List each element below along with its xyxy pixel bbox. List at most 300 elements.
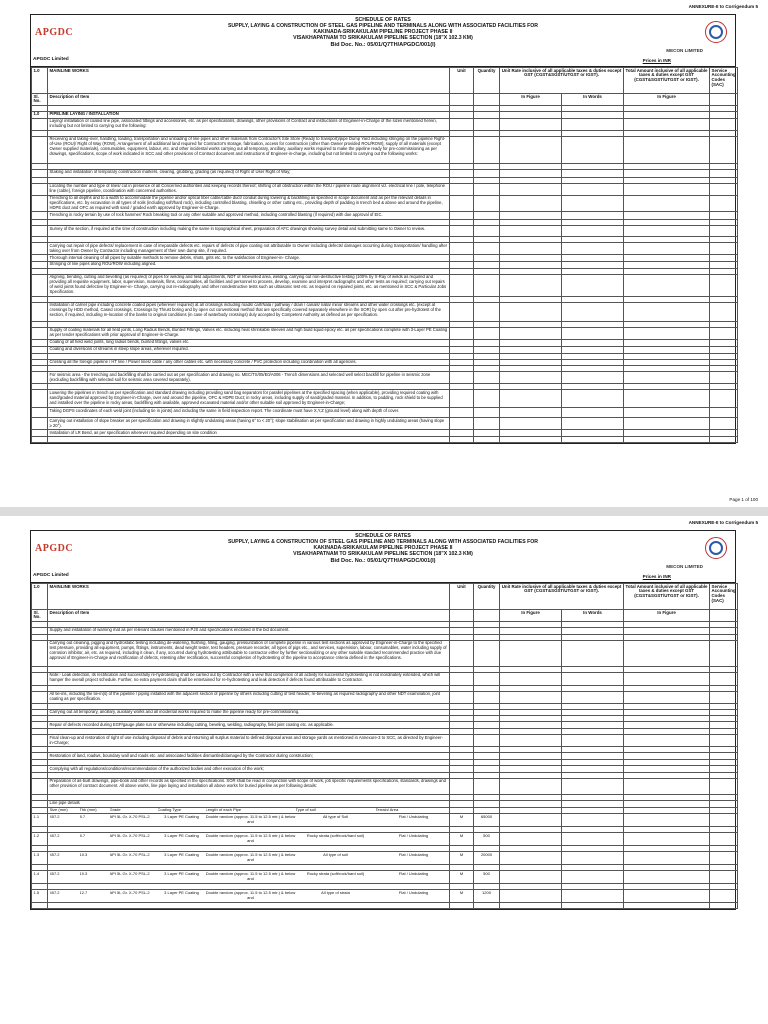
item-number <box>32 212 48 220</box>
item-row <box>32 195 738 212</box>
pipe-row <box>32 890 738 903</box>
item-number <box>32 339 48 346</box>
empty-cell <box>624 169 710 177</box>
header-line-2: KAKINADA-SRIKAKULAM PIPELINE PROJECT PHASE II <box>313 545 453 551</box>
item-description: Trenching in rocky terrain by use of rock hammer/ Rock breaking tool or any other suitable and approved method, including controlled blasting (if required) with due approval of EIC. <box>48 212 450 220</box>
item-description: Final clean-up and restoration of right of use including disposal of debris and returning all surplus material to defined disposal areas and storage yards as mentioned in Annexure-3 to SCC, as directed by Engineer-in-Charge; <box>48 735 450 747</box>
empty-cell <box>450 610 474 622</box>
item-number <box>32 136 48 163</box>
empty-cell <box>710 390 738 408</box>
empty-cell <box>562 327 624 339</box>
item-row <box>32 766 738 773</box>
pipe-header-cell: Terrain/ Area <box>375 808 399 813</box>
empty-cell <box>474 807 500 814</box>
empty-cell <box>500 372 562 384</box>
empty-cell <box>450 691 474 703</box>
mecon-label: MECON LIMITED <box>666 48 703 53</box>
empty-cell <box>710 436 738 442</box>
empty-cell <box>32 903 48 909</box>
pipe-header-cell: Size (mm) <box>49 808 68 813</box>
item-description: Coating and diversions of streams in steep slope areas, wherever required. <box>48 346 450 353</box>
item-number <box>32 183 48 195</box>
empty-cell <box>624 390 710 408</box>
empty-cell <box>474 800 500 807</box>
empty-cell <box>500 111 562 118</box>
item-row <box>32 408 738 418</box>
empty-cell <box>710 372 738 384</box>
item-row <box>32 627 738 634</box>
col-total-amount-header: Total Amount inclusive of all applicable taxes & duties except GST (CGST&SGST/UTGST or IGST). <box>624 584 710 610</box>
pipe-thk-cell: 12.7 <box>79 890 88 895</box>
empty-cell <box>450 169 474 177</box>
empty-cell <box>450 800 474 807</box>
empty-cell <box>474 183 500 195</box>
pipe-header-cell: Coating Type <box>157 808 181 813</box>
col-in-figure-total-header: In Figure <box>624 94 710 106</box>
col-unit-rate-header: Unit Rate inclusive of all applicable taxes & duties except GST (CGST&SGST/UTGST or IGST). <box>500 68 624 94</box>
empty-cell <box>450 359 474 366</box>
empty-cell <box>474 722 500 729</box>
empty-cell <box>450 807 474 814</box>
item-number <box>32 243 48 255</box>
item-number <box>32 766 48 773</box>
empty-cell <box>710 111 738 118</box>
empty-cell <box>710 195 738 212</box>
empty-cell <box>500 722 562 729</box>
empty-cell <box>450 778 474 794</box>
item-number <box>32 302 48 321</box>
col-quantity-header: Quantity <box>474 68 500 94</box>
item-description: Staking and installation of temporary construction markers, clearing, grubbing, grading (as required) of Right of User Right of Way; <box>48 169 450 177</box>
empty-cell <box>562 852 624 865</box>
item-number <box>32 327 48 339</box>
empty-cell <box>624 852 710 865</box>
empty-cell <box>500 327 562 339</box>
pipe-item-number: 1.1 <box>32 814 48 827</box>
empty-cell <box>624 346 710 353</box>
empty-cell <box>710 418 738 430</box>
section-row <box>32 111 738 118</box>
empty-cell <box>48 436 450 442</box>
document-page-1 <box>0 0 768 507</box>
empty-cell <box>624 195 710 212</box>
empty-cell <box>624 735 710 747</box>
empty-cell <box>500 339 562 346</box>
item-number <box>32 195 48 212</box>
pipe-unit: M <box>450 890 474 903</box>
item-row <box>32 261 738 268</box>
empty-cell <box>474 94 500 106</box>
empty-cell <box>450 735 474 747</box>
col-in-words-header: In Words <box>562 94 624 106</box>
empty-cell <box>474 339 500 346</box>
empty-cell <box>500 302 562 321</box>
empty-cell <box>710 339 738 346</box>
empty-cell <box>624 183 710 195</box>
empty-cell <box>562 118 624 130</box>
empty-cell <box>500 212 562 220</box>
empty-cell <box>624 255 710 262</box>
pipe-item-number: 1.4 <box>32 871 48 884</box>
pipe-quantity: 500 <box>474 871 500 884</box>
empty-cell <box>474 243 500 255</box>
empty-cell <box>624 672 710 685</box>
page-number: Page 1 of 100 <box>729 497 758 502</box>
item-number <box>32 169 48 177</box>
pipe-coating-cell: 3 Layer PE Coating <box>164 890 199 895</box>
empty-cell <box>562 800 624 807</box>
empty-cell <box>500 903 562 909</box>
empty-cell <box>562 408 624 418</box>
item-description: Lowering the pipelines in trench as per specification and standard drawing including providing sand bag separators for parallel pipelines at the specified spacing (when applicable), providing required coating with sand/graded material approved by Engineer-in-Charge, over and around the pipeline, OFC & HDPE Duct; in rocky areas, including supply of sand/graded material. In addition, to padding, rock shield to be supplied and installed over the pipeline in rocky areas, backfilling with available, approved excavated material and/or other suitable soil approved by Engineer-in-Charge; <box>48 390 450 408</box>
col-description-header: Description of Item <box>48 94 450 106</box>
empty-cell <box>710 136 738 163</box>
empty-cell <box>474 390 500 408</box>
apgdc-logo: APGDC <box>35 543 74 554</box>
empty-cell <box>500 833 562 846</box>
company-name: APGDC Limited <box>33 573 69 578</box>
item-description: Supply of coating materials for all field joints, Long Radius Bends, Bunted Fittings, Valves etc. including heat shrinkable sleeves and high build liquid epoxy etc. as per specifications complete with 3-Layer PE Coating as per tender specifications with prior approval of Engineer-in-Charge. <box>48 327 450 339</box>
empty-cell <box>450 183 474 195</box>
item-number <box>32 226 48 237</box>
empty-cell <box>710 169 738 177</box>
item-description: Installation of LR Bend, as per specification wherever required depending on site condition <box>48 430 450 437</box>
pipe-soil-cell: All type of Soil <box>322 814 349 819</box>
empty-cell <box>562 807 624 814</box>
pipe-grade-cell: API 5L Gr. X-70 PSL-2 <box>109 833 150 838</box>
empty-cell <box>474 672 500 685</box>
col-quantity-header: Quantity <box>474 584 500 610</box>
item-row <box>32 118 738 130</box>
item-row <box>32 800 738 807</box>
bid-doc-number: Bid Doc. No.: 05/01/Q7TH/APGDC/001(I) <box>330 558 436 564</box>
empty-cell <box>450 339 474 346</box>
item-number <box>32 118 48 130</box>
item-number <box>32 672 48 685</box>
empty-cell <box>474 118 500 130</box>
empty-cell <box>624 640 710 666</box>
pipe-length-cell: Double random (approx. 11.5 to 12.5 mtr.) & below and <box>205 814 296 824</box>
empty-cell <box>710 778 738 794</box>
empty-cell <box>500 169 562 177</box>
empty-cell <box>474 418 500 430</box>
empty-cell <box>500 226 562 237</box>
annexure-label: ANNEXURE-II to Corrigendum 5 <box>688 520 758 525</box>
empty-cell <box>500 346 562 353</box>
empty-cell <box>450 766 474 773</box>
pipe-header-cell: Thk (mm) <box>79 808 97 813</box>
item-description: Trenching to all depths and to a width to accommodate the pipeline and/or optical fiber cable/cable duct/ conduit during lowering & backfilling as specified in scope document and as per the relevant details in specifications, etc. by excavation in all types of soils (including soft/hard rock), including controlled blasting, chiselling or other cutting etc., providing depth of padding in trench bed & above and around the pipeline, HDPE duct and OFC as required with sand / graded earth approved by Engineer-in-Charge. <box>48 195 450 212</box>
empty-cell <box>450 226 474 237</box>
item-description: Complying with all regulations/conditions/recommendation of the authorized bodies and other execution of the work; <box>48 766 450 773</box>
empty-cell <box>562 753 624 760</box>
empty-cell <box>474 261 500 268</box>
item-description: Preparation of as-built drawings, pipe-book and other records as specified in the specifications. SOR shall be read in conjunction with scope of work, job specific requirements specifications, standards, drawings and other provision of contract document. All above works, line pipe laying and installation all above works for buried pipeline as per following details: <box>48 778 450 794</box>
empty-cell <box>624 327 710 339</box>
bid-doc-number: Bid Doc. No.: 05/01/Q7TH/APGDC/001(I) <box>330 42 436 48</box>
item-description: Stringing of line pipes along ROU/ROW including aligned. <box>48 261 450 268</box>
item-number <box>32 627 48 634</box>
empty-cell <box>624 800 710 807</box>
empty-cell <box>710 640 738 666</box>
item-row <box>32 346 738 353</box>
empty-cell <box>474 903 500 909</box>
empty-cell <box>474 195 500 212</box>
empty-cell <box>450 430 474 437</box>
item-description: Receiving and taking-over, handling, loading, transportation and unloading of line pipes and other materials from Contractor's Site Store (Ready to transport)/pipe Dump Yard including stringing on the pipeline Right-of-Use (ROU)/ Right of Way (ROW), Arrangement of all additional land required for Contractor's storage, fabrication, access for construction (other than Owner provided ROU/ROW); supply of all materials (except Owner supplied materials), consumables, equipment, labour, etc. and other incidental works carrying out all temporary, ancillary, auxiliary works required to make the pipeline ready for pre-commissioning as per drawings, specifications, scope of work indicated in SCC and other provisions of Contract document and instructions of Engineer-in-charge, including but not limited to carrying out the following works: <box>48 136 450 163</box>
column-header-row <box>32 584 738 610</box>
item-number <box>32 390 48 408</box>
empty-cell <box>624 136 710 163</box>
empty-cell <box>500 136 562 163</box>
item-number <box>32 640 48 666</box>
item-number <box>32 800 48 807</box>
empty-cell <box>450 255 474 262</box>
sor-sheet-1 <box>30 14 736 444</box>
empty-cell <box>624 243 710 255</box>
item-description: Repair of defects recorded during EGP/gauge plate run or otherwise including cutting, beveling, welding, radiography, field joint coating etc. as applicable. <box>48 722 450 729</box>
sor-sheet-2 <box>30 530 736 910</box>
empty-cell <box>710 903 738 909</box>
empty-cell <box>474 327 500 339</box>
empty-cell <box>624 691 710 703</box>
empty-cell <box>450 372 474 384</box>
empty-cell <box>474 766 500 773</box>
empty-cell <box>624 766 710 773</box>
empty-cell <box>624 372 710 384</box>
empty-cell <box>500 183 562 195</box>
empty-cell <box>624 833 710 846</box>
empty-cell <box>474 359 500 366</box>
empty-cell <box>500 640 562 666</box>
empty-cell <box>710 627 738 634</box>
empty-cell <box>710 800 738 807</box>
item-description: Coating of all field weld joints, long radius bends, bunted fittings, valves etc. <box>48 339 450 346</box>
empty-cell <box>562 169 624 177</box>
pipe-terrain-cell: Flat / Undulating <box>398 871 429 876</box>
sheet-header <box>31 15 735 67</box>
empty-cell <box>474 226 500 237</box>
empty-cell <box>624 807 710 814</box>
item-description: Installation of carrier pipe including concrete coated pipes (wherever required) at all crossings including roads/ cart/Nala / pathway / drain / canals/ nalla/ minor streams and other water crossings etc. (except at crossings by HDD method, Cased crossings, Crossings by Thrust boring and by open cut conventional method that are specifically covered separately elsewhere in the SOR) by open cut after pre-hydrotest of the section, if required, including re-location of the banks to original conditions (in case of waterbody crossings) duly accepted by Competent Authority as defined as per specification. <box>48 302 450 321</box>
empty-cell <box>474 709 500 716</box>
empty-cell <box>562 359 624 366</box>
item-number <box>32 722 48 729</box>
item-number <box>32 778 48 794</box>
item-description: Carrying out installation of slope breaker as per specification and drawing in slightly undulating areas (having 6° to < 20°); slope stabilisation as per specification and drawing in highly undulating areas (having slope ≥ 20°). <box>48 418 450 430</box>
empty-cell <box>450 418 474 430</box>
empty-cell <box>624 890 710 903</box>
item-row <box>32 226 738 237</box>
empty-cell <box>624 436 710 442</box>
empty-cell <box>710 274 738 296</box>
item-description: All tie-ins, including the tie-in(s) of the pipeline / piping installed with the adjacent section of pipeline by others including cutting of test header, re-beveling as required radiography and other NDT examination, joint coating as per specification. <box>48 691 450 703</box>
pipe-size-cell: 457.2 <box>49 814 60 819</box>
item-description: Aligning, bending, cutting and bevelling (as required) of pipes for welding and field adjustments, NDT of rebevelled area, welding, carrying out non-destructive testing (100% by X-Ray of welds as required and providing all requisite equipment, labor, supervision, materials, films, consumables, all facilities and personnel to process, develop, examine and interpret radiographs and other tests as required; carrying out repairs of weld joints found defective by Engineer-in- Charge, carrying out re-radiography and other nondestructive tests such as ultrasonic test etc. as required on repaired joints, etc. as mentioned in SCC & Particular Jobs Specification. <box>48 274 450 296</box>
price-currency-label: Prices in INR <box>642 574 671 579</box>
item-number <box>32 709 48 716</box>
empty-cell <box>500 807 562 814</box>
column-header-row <box>32 68 738 94</box>
empty-cell <box>562 871 624 884</box>
empty-cell <box>624 111 710 118</box>
empty-cell <box>562 430 624 437</box>
empty-cell <box>624 261 710 268</box>
pipe-row <box>32 852 738 865</box>
empty-cell <box>562 212 624 220</box>
item-number <box>32 359 48 366</box>
empty-cell <box>624 118 710 130</box>
empty-cell <box>710 243 738 255</box>
page-gap <box>0 507 768 516</box>
empty-cell <box>450 346 474 353</box>
item-number <box>32 372 48 384</box>
pipe-thk-cell: 8.7 <box>79 833 86 838</box>
item-description: For seismic area - the trenching and backfilling shall be carried out as per specification and drawing no. MEC/TS/05/E0/A006 - Trench dimensions and selected well select backfill for pipeline in seismic zone (excluding backfilling with selected soil for seismic area covered separately). <box>48 372 450 384</box>
empty-cell <box>710 302 738 321</box>
apgdc-logo: APGDC <box>35 27 74 38</box>
empty-cell <box>500 118 562 130</box>
empty-cell <box>450 436 474 442</box>
blank-row <box>32 436 738 442</box>
item-row <box>32 735 738 747</box>
pipe-coating-cell: 3 Layer PE Coating <box>164 871 199 876</box>
col-slno-header: Sl. No. <box>32 94 48 106</box>
pipe-header-cell: Length of each Pipe <box>205 808 242 813</box>
empty-cell <box>474 111 500 118</box>
pipe-description <box>48 814 450 827</box>
empty-cell <box>624 627 710 634</box>
schedule-title: SCHEDULE OF RATES <box>355 533 411 539</box>
pipe-coating-cell: 3 Layer PE Coating <box>164 833 199 838</box>
empty-cell <box>710 610 738 622</box>
empty-cell <box>474 627 500 634</box>
empty-cell <box>474 274 500 296</box>
empty-cell <box>710 807 738 814</box>
empty-cell <box>710 672 738 685</box>
empty-cell <box>474 408 500 418</box>
empty-cell <box>562 766 624 773</box>
empty-cell <box>500 418 562 430</box>
empty-cell <box>710 735 738 747</box>
document-page-2 <box>0 516 768 1024</box>
item-number <box>32 691 48 703</box>
item-row <box>32 722 738 729</box>
empty-cell <box>710 94 738 106</box>
empty-cell <box>710 430 738 437</box>
item-description: Locating the number and type of lines/ cut in presence of all Concerned authorities and keeping records thereof; shifting of all obstruction within the ROU / pipeline route alignment viz. electrical line / pole, telephone line (cable), foreign pipeline, coordination with concerned authorities. <box>48 183 450 195</box>
empty-cell <box>450 94 474 106</box>
empty-cell <box>562 672 624 685</box>
empty-cell <box>450 118 474 130</box>
main-item-title: MAINLINE WORKS <box>48 68 450 94</box>
empty-cell <box>710 833 738 846</box>
pipe-header-cell: Grade <box>109 808 121 813</box>
blank-row <box>32 903 738 909</box>
sor-table-1 <box>31 67 738 443</box>
empty-cell <box>710 261 738 268</box>
col-sac-header: Service Accounting Codes (SAC) <box>710 584 738 610</box>
empty-cell <box>562 418 624 430</box>
item-number <box>32 274 48 296</box>
col-description-header: Description of Item <box>48 610 450 622</box>
item-number <box>32 408 48 418</box>
empty-cell <box>500 430 562 437</box>
empty-cell <box>474 640 500 666</box>
header-line-1: SUPPLY, LAYING & CONSTRUCTION OF STEEL GAS PIPELINE AND TERMINALS ALONG WITH ASSOCIATED FACILITIES FOR <box>227 23 539 29</box>
pipe-spec-table <box>50 872 450 881</box>
empty-cell <box>562 243 624 255</box>
item-number <box>32 430 48 437</box>
item-number <box>32 255 48 262</box>
empty-cell <box>710 753 738 760</box>
empty-cell <box>710 709 738 716</box>
empty-cell <box>500 261 562 268</box>
empty-cell <box>32 436 48 442</box>
empty-cell <box>500 852 562 865</box>
main-item-title: MAINLINE WORKS <box>48 584 450 610</box>
empty-cell <box>500 274 562 296</box>
pipe-terrain-cell: Flat / Undulating <box>398 833 429 838</box>
empty-cell <box>500 255 562 262</box>
pipe-thk-cell: 10.3 <box>79 852 88 857</box>
empty-cell <box>500 359 562 366</box>
empty-cell <box>562 183 624 195</box>
empty-cell <box>562 833 624 846</box>
col-unit-rate-header: Unit Rate inclusive of all applicable taxes & duties except GST (CGST&SGST/UTGST or IGST). <box>500 584 624 610</box>
empty-cell <box>562 709 624 716</box>
item-row <box>32 430 738 437</box>
empty-cell <box>474 610 500 622</box>
item-description: Line pipe details <box>48 800 450 807</box>
empty-cell <box>562 339 624 346</box>
pipe-soil-cell: Rocky strata (soft/rock/hard soil) <box>306 833 365 838</box>
empty-cell <box>710 359 738 366</box>
item-description: Supply and installation of warning mat as per relevant clauses mentioned in PJS and specifications enclosed in the bid document. <box>48 627 450 634</box>
pipe-header-row <box>32 807 738 814</box>
empty-cell <box>624 212 710 220</box>
sub-header-row <box>32 94 738 106</box>
empty-cell <box>562 226 624 237</box>
empty-cell <box>450 261 474 268</box>
pipe-row <box>32 833 738 846</box>
empty-cell <box>624 871 710 884</box>
pipe-unit: M <box>450 852 474 865</box>
empty-cell <box>710 722 738 729</box>
empty-cell <box>474 212 500 220</box>
pipe-description <box>48 852 450 865</box>
empty-cell <box>450 212 474 220</box>
empty-cell <box>450 243 474 255</box>
empty-cell <box>624 903 710 909</box>
empty-cell <box>710 212 738 220</box>
pipe-item-number: 1.3 <box>32 852 48 865</box>
empty-cell <box>562 436 624 442</box>
pipe-grade-cell: API 5L Gr. X-70 PSL-2 <box>109 852 150 857</box>
empty-cell <box>624 709 710 716</box>
pipe-grade-cell: API 5L Gr. X-70 PSL-2 <box>109 871 150 876</box>
empty-cell <box>450 111 474 118</box>
item-row <box>32 212 738 220</box>
empty-cell <box>562 640 624 666</box>
col-in-figure-header: In Figure <box>500 94 562 106</box>
pipe-size-cell: 457.2 <box>49 852 60 857</box>
empty-cell <box>562 722 624 729</box>
empty-cell <box>624 778 710 794</box>
empty-cell <box>562 195 624 212</box>
schedule-title: SCHEDULE OF RATES <box>355 17 411 23</box>
empty-cell <box>562 735 624 747</box>
